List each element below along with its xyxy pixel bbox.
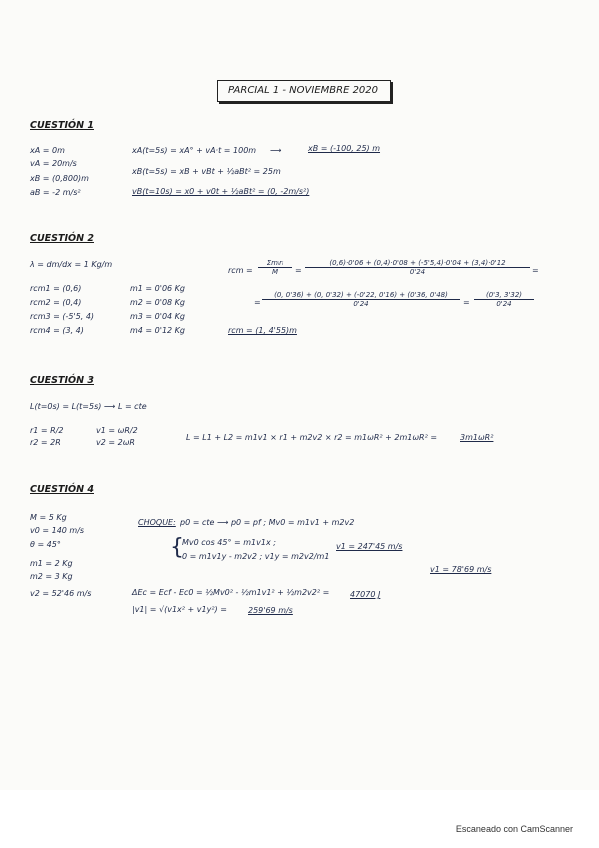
q1-given-4: aB = -2 m/s² (30, 188, 81, 197)
q2-position-3: rcm3 = (-5'5, 4) (30, 312, 95, 321)
q1-arrow: ⟶ (270, 146, 282, 155)
q4-system-eq2-result: v1 = 78'69 m/s (430, 565, 492, 574)
q4-modulus-result: 259'69 m/s (248, 606, 293, 615)
q2-cm-result: rcm = (1, 4'55)m (228, 326, 297, 335)
q4-given-6: v2 = 52'46 m/s (30, 589, 92, 598)
exam-title: PARCIAL 1 - NOVIEMBRE 2020 (228, 85, 379, 96)
paper-sheet: PARCIAL 1 - NOVIEMBRE 2020 CUESTIÓN 1 xA = 0m vA = 20m/s xB = (0,800)m aB = -2 m/s² xA(t=5s) = xA° + vA·t = 100m ⟶ xB = (-100, 25) m xB(t=5s) = xB + vBt + ½aBt² = 25m vB(t=10s) = x0 + v0t + ½aBt² = (0, -2m/s²) CUESTIÓN 2 λ = dm/dx = 1 Kg/m rcm1 = (0,6) rcm2 = (0,4) rcm3 = (-5'5, 4) rcm4 = (3, 4) m1 = 0'06 Kg m2 = 0'08 Kg m3 = 0'04 Kg m4 = 0'12 Kg rcm = Σmᵢrᵢ M = $\frac{(0,6)\cdot 0'06 + (0,4)\cdot 0'08 + (-5'5,4)\cdot 0'04 + (3,4)\cdot 0'12}{0'24}$ = = $\frac{(0, 0'36) + (0, 0'32) + (-0'22, 0'16) + (0'36, 0'48)}{0'24}$ = $\frac{(0'3, 3'32)}{0'24}$ rcm = (1, 4'55)m CUESTIÓN 3 L(t=0s) = L(t=5s) ⟶ L = cte r1 = R/2 r2 = 2R v1 = ωR/2 v2 = 2ωR L = L1 + L2 = m1v1 × r1 + m2v2 × r2 = m1ωR² + 2m1ωR² = 3m1ωR² CUESTIÓN 4 M = 5 Kg v0 = 140 m/s θ = 45° m1 = 2 Kg m2 = 3 Kg v2 = 52'46 m/s CHOQUE: p0 = cte ⟶ p0 = pf ; Mv0 = m1v1 + m2v2 { Mv0 cos 45° = m1v1x ; v1 = 247'45 m/s 0 = m1v1y - m2v2 ; v1y = m2v2/m1 v1 = 78'69 m/s ΔEc = Ecf - Ec0 = ½Mv0² - ½m1v1² + ½m2v2² = 47070 J |v1| = √(v1x² + v1y²) = 259'69 m/s (0, 0, 599, 790)
q1-eq1-result: xB = (-100, 25) m (308, 144, 381, 153)
q3-title: CUESTIÓN 3 (30, 375, 94, 386)
q4-given-3: θ = 45° (30, 540, 61, 549)
q1-given-3: xB = (0,800)m (30, 174, 89, 183)
q2-cm-fraction-2: $\frac{(0, 0'36) + (0, 0'32) + (-0'22, 0'16) + (0'36, 0'48)}{0'24}$ (262, 291, 460, 308)
q3-v1: v1 = ωR/2 (96, 426, 138, 435)
q4-system-eq1-result: v1 = 247'45 m/s (336, 542, 403, 551)
q4-choque-label: CHOQUE: (138, 518, 176, 527)
q3-conservation: L(t=0s) = L(t=5s) ⟶ L = cte (30, 402, 147, 411)
q1-title: CUESTIÓN 1 (30, 120, 94, 131)
q1-given-1: xA = 0m (30, 146, 65, 155)
q3-r2: r2 = 2R (30, 438, 61, 447)
q4-energy: ΔEc = Ecf - Ec0 = ½Mv0² - ½m1v1² + ½m2v2² = (132, 588, 330, 597)
q2-position-1: rcm1 = (0,6) (30, 284, 82, 293)
q2-cm-fraction-1: $\frac{(0,6)\cdot 0'06 + (0,4)\cdot 0'08 + (-5'5,4)\cdot 0'04 + (3,4)\cdot 0'12}{0'24}$ (305, 259, 530, 276)
q4-choque-equation: p0 = cte ⟶ p0 = pf ; Mv0 = m1v1 + m2v2 (180, 518, 355, 527)
q4-system-eq2: 0 = m1v1y - m2v2 ; v1y = m2v2/m1 (182, 552, 330, 561)
q2-position-2: rcm2 = (0,4) (30, 298, 82, 307)
q4-given-1: M = 5 Kg (30, 513, 67, 522)
q2-position-4: rcm4 = (3, 4) (30, 326, 84, 335)
q4-title: CUESTIÓN 4 (30, 484, 94, 495)
q1-given-2: vA = 20m/s (30, 159, 77, 168)
q4-given-2: v0 = 140 m/s (30, 526, 85, 535)
q2-mass-3: m3 = 0'04 Kg (130, 312, 186, 321)
q4-modulus: |v1| = √(v1x² + v1y²) = (132, 605, 227, 614)
q2-cm-fraction-3: $\frac{(0'3, 3'32)}{0'24}$ (474, 291, 534, 308)
q4-given-5: m2 = 3 Kg (30, 572, 73, 581)
q2-mass-1: m1 = 0'06 Kg (130, 284, 186, 293)
q1-eq2: xB(t=5s) = xB + vBt + ½aBt² = 25m (132, 167, 281, 176)
q4-system-eq1: Mv0 cos 45° = m1v1x ; (182, 538, 276, 547)
q4-energy-result: 47070 J (350, 590, 381, 599)
q2-cm-symbol: rcm = (228, 266, 253, 275)
q3-v2: v2 = 2ωR (96, 438, 135, 447)
q2-lambda: λ = dm/dx = 1 Kg/m (30, 260, 113, 269)
q4-given-4: m1 = 2 Kg (30, 559, 73, 568)
q1-eq1: xA(t=5s) = xA° + vA·t = 100m (132, 146, 257, 155)
q2-cm-definition: Σmᵢrᵢ M (258, 259, 292, 276)
q3-result: 3m1ωR² (460, 433, 494, 442)
q3-r1: r1 = R/2 (30, 426, 64, 435)
scanner-watermark: Escaneado con CamScanner (455, 824, 573, 834)
q2-title: CUESTIÓN 2 (30, 233, 94, 244)
exam-title-box (217, 80, 391, 102)
q4-system-brace: { (170, 535, 184, 560)
q3-equation: L = L1 + L2 = m1v1 × r1 + m2v2 × r2 = m1ωR² + 2m1ωR² = (186, 433, 438, 442)
q1-eq3: vB(t=10s) = x0 + v0t + ½aBt² = (0, -2m/s²) (132, 187, 310, 196)
q2-mass-2: m2 = 0'08 Kg (130, 298, 186, 307)
q2-mass-4: m4 = 0'12 Kg (130, 326, 186, 335)
